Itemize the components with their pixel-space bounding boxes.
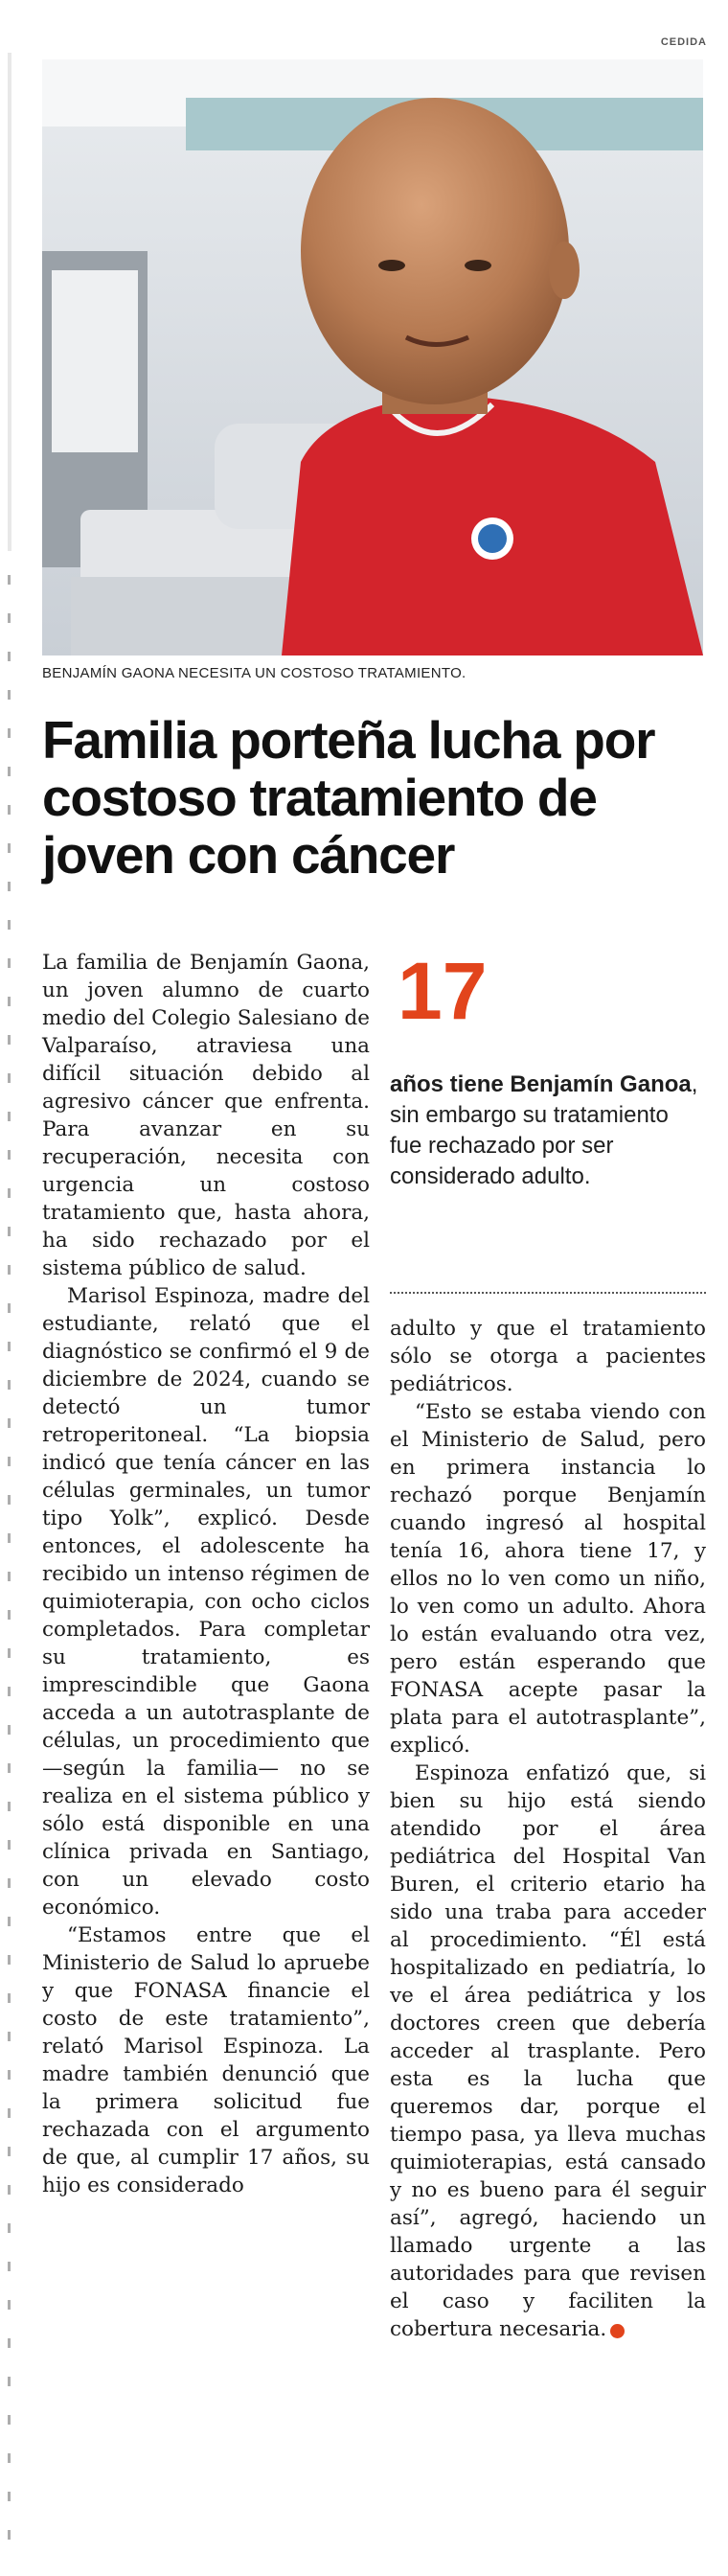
end-of-article-icon: + — [610, 2324, 625, 2338]
paragraph-last — [390, 1760, 706, 2343]
photo-caption: BENJAMÍN GAONA NECESITA UN COSTOSO TRATAMIENTO. — [42, 665, 466, 681]
stat-rest-text: , sin embargo su tratamiento fue rechazado por ser considerado adulto. — [390, 1071, 698, 1189]
stat-bold-text: años tiene Benjamín Ganoa — [390, 1071, 692, 1097]
adjacent-column-edge — [8, 575, 11, 2540]
stat-text — [390, 1070, 706, 1192]
article-column-2 — [390, 1315, 706, 2343]
paragraph: Marisol Espinoza, madre del estudiante, relató que el diagnóstico se confirmó el 9 de diciembre de 2024, cuando se detectó un tumor retroperitoneal. “La biopsia indicó que tenía cáncer en las células germinales, un tumor tipo Yolk”, explicó. Desde entonces, el adolescente ha recibido un intenso régimen de quimioterapia, con ocho ciclos completados. Para completar su tratamiento, es imprescindible que Gaona acceda a un autotrasplante de células, un procedimiento que —según la familia— no se realiza en el sistema público y sólo está disponible en una clínica privada en Santiago, con un elevado costo económico. — [42, 1284, 370, 1920]
paragraph: “Esto se estaba viendo con el Ministerio de Salud, pero en primera instancia lo rechazó porque Benjamín cuando ingresó al hospital tenía 16, ahora tiene 17, y ellos no lo ven como un niño, lo ven como un adulto. Ahora lo están evaluando otra vez, pero están esperando que FONASA acepte pasar la plata para el autotrasplante”, explicó. — [390, 1400, 706, 1758]
headline: Familia porteña lucha por costoso tratamiento de joven con cáncer — [42, 710, 655, 885]
stat-callout — [390, 946, 706, 1192]
paragraph: La familia de Benjamín Gaona, un joven alumno de cuarto medio del Colegio Salesiano de Valparaíso, atraviesa una difícil situación debido al agresivo cáncer que enfrenta. Para avanzar en su recuperación, necesita con urgencia un costoso tratamiento que, hasta ahora, ha sido rechazado por el sistema público de salud. — [42, 951, 370, 1280]
paragraph-text: Espinoza enfatizó que, si bien su hijo está siendo atendido por el área pediátrica del Hospital Van Buren, el criterio etario ha sido una traba para acceder al procedimiento. “Él está hospitalizado en pediatría, lo ve el área pediátrica y los doctores creen que debería acceder al trasplante. Pero esta es la lucha que queremos dar, porque el tiempo pasa, ya lleva muchas quimioterapias, está cansado y no es bueno para él seguir así”, agregó, haciendo un llamado urgente a las autoridades para que revisen el caso y faciliten la cobertura necesaria. — [390, 1761, 706, 2341]
photo-credit: CEDIDA — [660, 36, 707, 48]
adjacent-article-edge — [8, 53, 11, 551]
stat-number: 17 — [398, 946, 488, 1036]
stat-divider — [390, 1292, 706, 1294]
article-column-1 — [42, 949, 370, 2199]
paragraph: adulto y que el tratamiento sólo se otorga a pacientes pediátricos. — [390, 1317, 706, 1396]
article-photo — [42, 59, 703, 656]
paragraph: “Estamos entre que el Ministerio de Salud lo apruebe y que FONASA financie el costo de este tratamiento”, relató Marisol Espinoza. La madre también denunció que la primera solicitud fue rechazada con el argumento de que, al cumplir 17 años, su hijo es considerado — [42, 1923, 370, 2197]
photo-illustration — [42, 59, 703, 656]
